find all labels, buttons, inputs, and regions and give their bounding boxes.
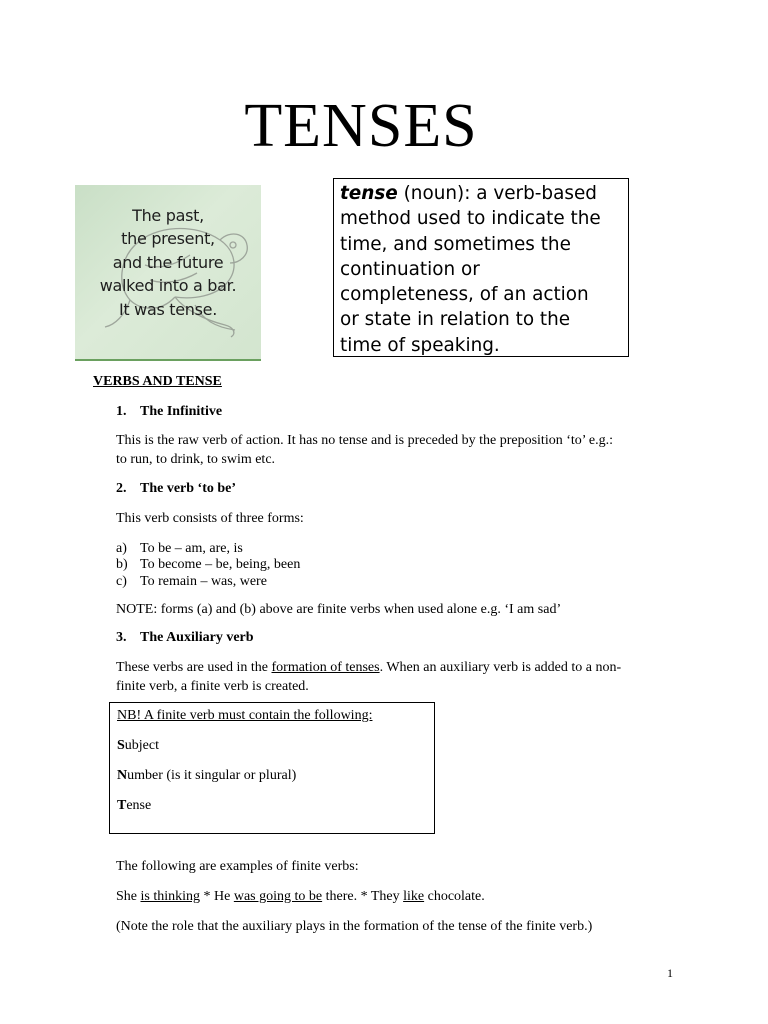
- joke-line: It was tense.: [118, 299, 217, 319]
- item-heading-to-be: [116, 481, 236, 497]
- definition-line: or state in relation to the: [340, 309, 571, 331]
- paragraph-line: [116, 658, 686, 677]
- underlined-phrase: like: [403, 889, 425, 904]
- definition-line: method used to indicate the: [340, 208, 601, 230]
- to-be-note: NOTE: forms (a) and (b) above are finite verbs when used alone e.g. ‘I am sad’: [116, 602, 562, 617]
- joke-line: The past,: [132, 206, 204, 225]
- examples-sentence: [116, 887, 686, 906]
- definition-line: continuation or: [340, 258, 480, 280]
- to-be-intro: This verb consists of three forms:: [116, 511, 304, 526]
- joke-line: the present,: [121, 229, 215, 249]
- nb-entry: [117, 738, 159, 754]
- text-span: * He: [200, 889, 234, 904]
- item-heading-text: The Infinitive: [140, 404, 223, 419]
- definition-pos: (noun): [397, 183, 465, 204]
- text-span: there. * They: [322, 889, 404, 904]
- text-span: . When an auxiliary verb is added to a non-: [379, 660, 622, 675]
- section-title: VERBS AND TENSE: [93, 374, 222, 389]
- definition-term: tense: [340, 183, 398, 204]
- examples-note: (Note the role that the auxiliary plays in the formation of the tense of the finite verb.): [116, 919, 593, 934]
- text-span: These verbs are used in the: [116, 660, 272, 675]
- list-item: [116, 540, 243, 557]
- page-number: 1: [667, 966, 673, 980]
- auxiliary-text: [116, 658, 686, 696]
- item-number: 2.: [116, 481, 127, 496]
- nb-rest: ubject: [124, 738, 160, 753]
- paragraph-line: This is the raw verb of action. It has no tense and is preceded by the preposition ‘to’ e.g.:: [116, 433, 613, 448]
- list-text: To remain – was, were: [140, 574, 267, 589]
- underlined-phrase: is thinking: [140, 889, 201, 904]
- paragraph-line: to run, to drink, to swim etc.: [116, 452, 276, 467]
- underlined-phrase: formation of tenses: [271, 660, 380, 675]
- item-heading-infinitive: [116, 404, 222, 420]
- joke-line: walked into a bar.: [99, 276, 237, 296]
- underlined-phrase: was going to be: [233, 889, 323, 904]
- list-text: To become – be, being, been: [140, 557, 301, 572]
- nb-title: NB! A finite verb must contain the following:: [117, 708, 373, 723]
- nb-entry: [117, 798, 151, 814]
- definition-line: completeness, of an action: [340, 284, 589, 306]
- item-number: 1.: [116, 404, 127, 419]
- definition-line: time, and sometimes the: [340, 233, 571, 255]
- paragraph-line: finite verb, a finite verb is created.: [116, 679, 309, 694]
- nb-entry: [117, 768, 296, 784]
- item-heading-text: The verb ‘to be’: [140, 481, 237, 496]
- item-heading-auxiliary: [116, 630, 254, 646]
- nb-initial: N: [117, 768, 128, 783]
- nb-initial: S: [117, 738, 125, 753]
- nb-initial: T: [117, 798, 127, 813]
- joke-line: and the future: [112, 252, 224, 272]
- list-text: To be – am, are, is: [140, 541, 243, 556]
- nb-box: [109, 702, 435, 834]
- joke-image: [75, 185, 261, 361]
- list-label: c): [116, 574, 127, 589]
- text-span: chocolate.: [424, 889, 485, 904]
- definition-line: time of speaking.: [340, 334, 500, 356]
- definition-box: [333, 178, 629, 357]
- infinitive-text: [116, 431, 686, 469]
- list-item: [116, 556, 300, 573]
- text-span: She: [116, 889, 141, 904]
- nb-rest: umber (is it singular or plural): [127, 768, 297, 783]
- page-title: TENSES: [244, 92, 478, 160]
- item-heading-text: The Auxiliary verb: [140, 630, 254, 645]
- list-label: a): [116, 541, 127, 556]
- list-item: [116, 573, 267, 590]
- examples-intro: The following are examples of finite verbs:: [116, 859, 359, 874]
- joke-text: [75, 204, 261, 321]
- definition-text: : a verb-based: [464, 183, 597, 204]
- list-label: b): [116, 557, 128, 572]
- item-number: 3.: [116, 630, 127, 645]
- definition-line: [340, 181, 624, 206]
- nb-rest: ense: [126, 798, 152, 813]
